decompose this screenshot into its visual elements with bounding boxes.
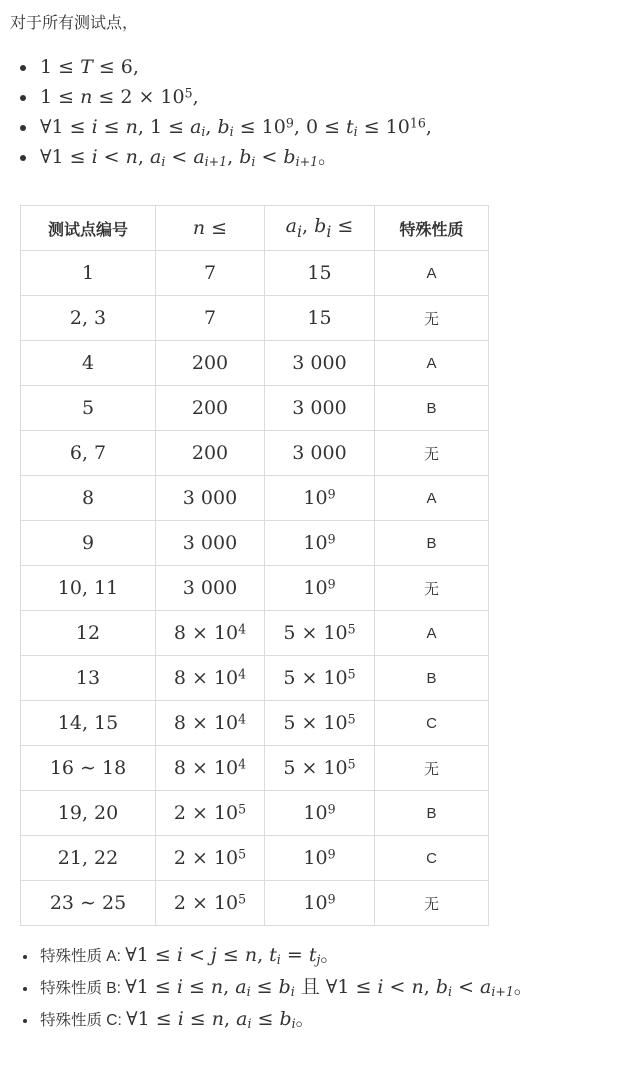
cell-n-limit: $8 \times 10^4$: [156, 746, 265, 791]
cell-testcase-id: 13: [21, 656, 156, 701]
special-property-B: [38, 972, 618, 1004]
cell-ab-limit: $5 \times 10^5$: [265, 611, 375, 656]
cell-special-property: B: [375, 521, 489, 566]
cell-ab-limit: 3 000: [265, 386, 375, 431]
cell-testcase-id: 16 ∼ 18: [21, 746, 156, 791]
table-row: [21, 341, 489, 386]
special-property-C: [38, 1004, 618, 1036]
cell-n-limit: $2 \times 10^5$: [156, 881, 265, 926]
special-property-C-formula: ∀1 ≤ i ≤ n, $a_i \le b_i$。: [126, 1008, 315, 1032]
cell-n-limit: 3 000: [156, 476, 265, 521]
cell-testcase-id: 21, 22: [21, 836, 156, 881]
cell-special-property: A: [375, 611, 489, 656]
cell-special-property: 无: [375, 296, 489, 341]
table-row: [21, 431, 489, 476]
cell-ab-limit: $10^9$: [265, 791, 375, 836]
cell-special-property: B: [375, 386, 489, 431]
cell-testcase-id: 14, 15: [21, 701, 156, 746]
cell-testcase-id: 5: [21, 386, 156, 431]
special-property-A: [38, 940, 618, 972]
global-constraints-list: [10, 52, 618, 172]
cell-special-property: C: [375, 701, 489, 746]
table-row: [21, 296, 489, 341]
cell-n-limit: 7: [156, 251, 265, 296]
cell-n-limit: $8 \times 10^4$: [156, 611, 265, 656]
cell-n-limit: 200: [156, 341, 265, 386]
cell-testcase-id: 23 ∼ 25: [21, 881, 156, 926]
cell-special-property: B: [375, 791, 489, 836]
cell-ab-limit: 15: [265, 296, 375, 341]
cell-ab-limit: $5 \times 10^5$: [265, 701, 375, 746]
constraint-item-ab-t-range: • ∀1 ≤ i ≤ n, $1 \le a_i$, $b_i \le 10^9$, $0 \le t_i \le 10^{16}$,: [38, 112, 618, 142]
special-property-A-label: 特殊性质 A:: [40, 948, 126, 965]
cell-testcase-id: 2, 3: [21, 296, 156, 341]
table-row: [21, 836, 489, 881]
column-header-n-limit: n ≤: [156, 206, 265, 251]
cell-n-limit: 3 000: [156, 566, 265, 611]
cell-special-property: A: [375, 251, 489, 296]
cell-testcase-id: 4: [21, 341, 156, 386]
cell-testcase-id: 10, 11: [21, 566, 156, 611]
cell-n-limit: 3 000: [156, 521, 265, 566]
cell-testcase-id: 8: [21, 476, 156, 521]
cell-n-limit: 200: [156, 431, 265, 476]
special-property-B-label: 特殊性质 B:: [40, 980, 126, 997]
special-properties-list: [10, 940, 618, 1036]
table-row: [21, 566, 489, 611]
table-row: [21, 476, 489, 521]
table-row: [21, 656, 489, 701]
special-property-A-formula: ∀1 ≤ i < j ≤ n, $t_i = t_j$。: [125, 944, 340, 968]
cell-n-limit: $8 \times 10^4$: [156, 656, 265, 701]
cell-special-property: 无: [375, 881, 489, 926]
cell-n-limit: $2 \times 10^5$: [156, 836, 265, 881]
table-row: [21, 746, 489, 791]
cell-testcase-id: 12: [21, 611, 156, 656]
table-row: [21, 521, 489, 566]
cell-ab-limit: $10^9$: [265, 566, 375, 611]
cell-ab-limit: $5 \times 10^5$: [265, 746, 375, 791]
special-property-B-formula: ∀1 ≤ i ≤ n, $a_i \le b_i$ 且 ∀1 ≤ i < n, $b_i < a_{i+1}$。: [125, 976, 533, 1000]
cell-special-property: A: [375, 341, 489, 386]
intro-text: 对于所有测试点，: [10, 15, 139, 32]
cell-testcase-id: 6, 7: [21, 431, 156, 476]
cell-n-limit: 200: [156, 386, 265, 431]
cell-special-property: 无: [375, 431, 489, 476]
cell-n-limit: $2 \times 10^5$: [156, 791, 265, 836]
constraint-item-n-range: • $1 \le n \le 2 \times 10^5$,: [38, 82, 618, 112]
cell-ab-limit: 15: [265, 251, 375, 296]
table-row: [21, 701, 489, 746]
cell-special-property: A: [375, 476, 489, 521]
cell-ab-limit: 3 000: [265, 341, 375, 386]
cell-special-property: B: [375, 656, 489, 701]
cell-ab-limit: $10^9$: [265, 836, 375, 881]
table-row: [21, 611, 489, 656]
cell-special-property: 无: [375, 746, 489, 791]
testcase-constraints-table: [20, 205, 489, 926]
cell-ab-limit: 3 000: [265, 431, 375, 476]
cell-ab-limit: $10^9$: [265, 881, 375, 926]
cell-testcase-id: 9: [21, 521, 156, 566]
table-header-row: [21, 206, 489, 251]
column-header-ab-limit: $a_i$, $b_i$ ≤: [265, 206, 375, 251]
cell-n-limit: $8 \times 10^4$: [156, 701, 265, 746]
special-property-C-label: 特殊性质 C:: [40, 1012, 127, 1029]
cell-special-property: 无: [375, 566, 489, 611]
constraint-item-monotonic: • ∀1 ≤ i < n, $a_i < a_{i+1}$, $b_i < b_{i+1}$。: [38, 142, 618, 172]
cell-ab-limit: $5 \times 10^5$: [265, 656, 375, 701]
table-row: [21, 386, 489, 431]
table-row: [21, 251, 489, 296]
table-row: [21, 791, 489, 836]
constraint-item-T-range: • 1 ≤ T ≤ 6,: [38, 52, 618, 82]
cell-n-limit: 7: [156, 296, 265, 341]
column-header-testcase-id: 测试点编号: [21, 206, 156, 251]
cell-special-property: C: [375, 836, 489, 881]
cell-ab-limit: $10^9$: [265, 476, 375, 521]
table-row: [21, 881, 489, 926]
cell-testcase-id: 1: [21, 251, 156, 296]
column-header-special-property: 特殊性质: [375, 206, 489, 251]
cell-ab-limit: $10^9$: [265, 521, 375, 566]
cell-testcase-id: 19, 20: [21, 791, 156, 836]
